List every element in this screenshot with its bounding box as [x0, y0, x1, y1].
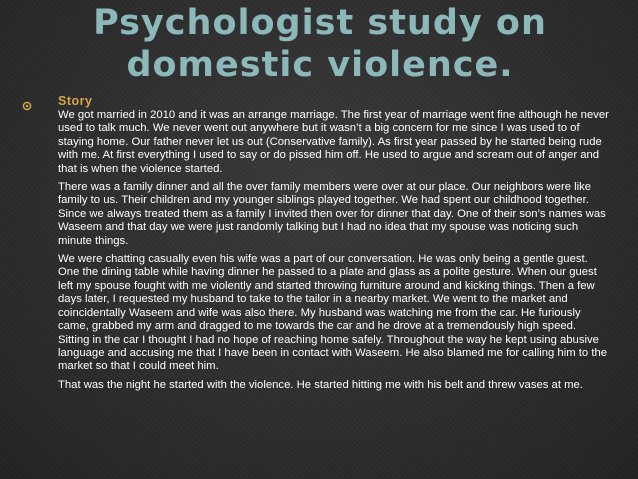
- circle-bullet-icon: [22, 101, 32, 111]
- story-paragraph: That was the night he started with the violence. He started hitting me with his belt and threw vases at me.: [58, 378, 583, 391]
- story-content: [58, 94, 610, 397]
- slide-title: [60, 2, 580, 86]
- story-paragraph: We got married in 2010 and it was an arrange marriage. The first year of marriage went fine although he never used to talk much. We never went out anywhere but it wasn’t a big concern for me since I was used to of staying home. Our father never let us out (Conservative family). As first year passed by he started being rude with me. At first everything I used to say or do pissed him off. He used to argue and scream out of anger and that is when the violence started.: [58, 109, 609, 175]
- story-paragraph: We were chatting casually even his wife was a part of our conversation. He was only being a gentle guest. One the dining table while having dinner he passed to a plate and glass as a polite gesture. When our guest left my spouse fought with me violently and started throwing furniture around and kicking things. Then a few days later, I requested my husband to take to the tailor in a nearby market. We went to the market and coincidentally Waseem and wife was also there. My husband was watching me from the car. He furiously came, grabbed my arm and dragged to me towards the car and he drove at a tremendously high speed. Sitting in the car I thought I had no hope of reaching home safely. Throughout the way he kept using abusive language and accusing me that I have been in contact with Waseem. He also blamed me for calling him to the market so that I could meet him.: [58, 253, 608, 373]
- story-paragraph: There was a family dinner and all the over family members were over at our place. Our neighbors were like family to us. Their children and my younger siblings played together. We had spent our childhood together. Since we always treated them as a family I invited then over for dinner that day. One of their son’s names was Waseem and that day we were just randomly talking but I had no idea that my spouse was noticing such minute things.: [58, 181, 606, 247]
- title-line-2: domestic violence.: [126, 45, 514, 85]
- title-line-1: Psychologist study on: [93, 3, 547, 43]
- story-heading: Story: [58, 94, 93, 108]
